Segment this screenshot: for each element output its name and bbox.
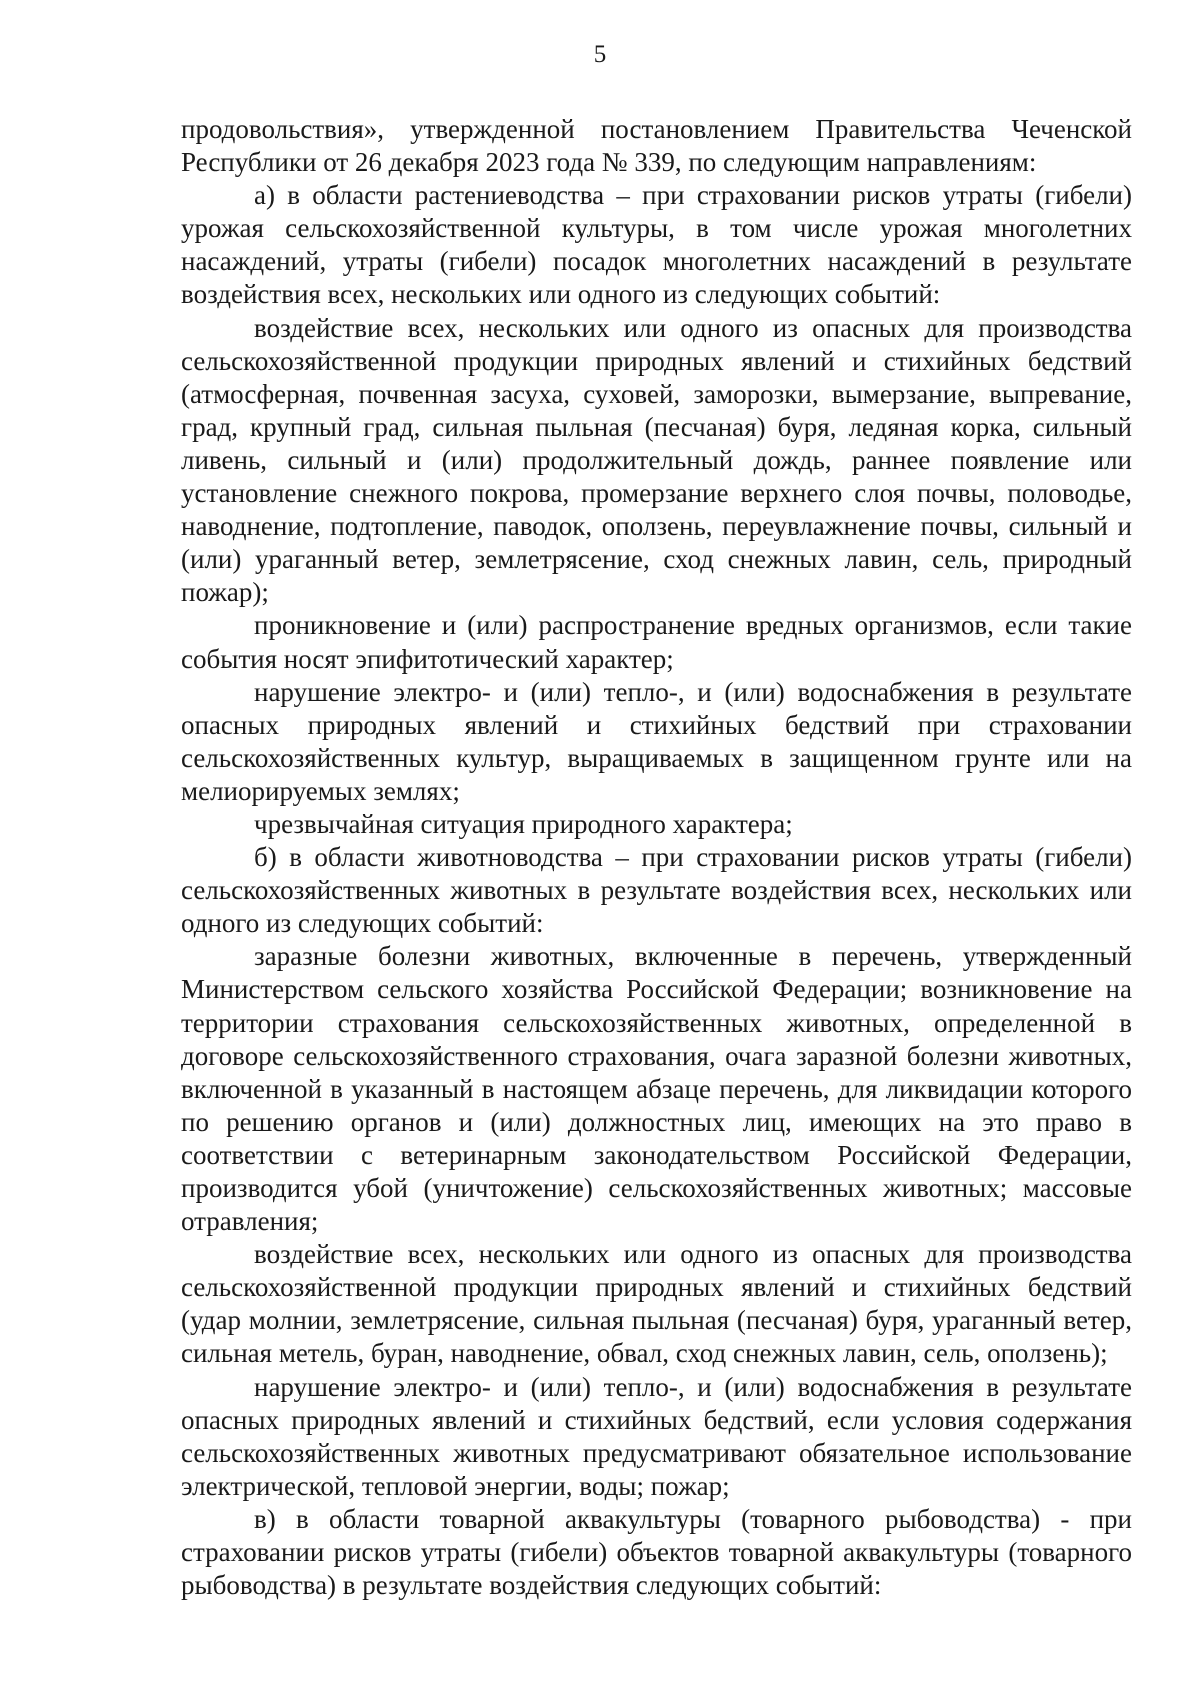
paragraph: проникновение и (или) распространение вредных организмов, если такие события носят эпифитотический характер; (181, 610, 1132, 674)
paragraph: нарушение электро- и (или) тепло-, и (или) водоснабжения в результате опасных природных явлений и стихийных бедствий при страховании сельскохозяйственных культур, выращиваемых в защищенном грунте или на мелиорируемых землях; (181, 676, 1132, 806)
paragraph: воздействие всех, нескольких или одного из опасных для производства сельскохозяйственной продукции природных явлений и стихийных бедствий (атмосферная, почвенная засуха, суховей, заморозки, вымерзание, выпревание, град, крупный град, сильная пыльная (песчаная) буря, ледяная корка, сильный ливень, сильный и (или) продолжительный дождь, раннее появление или установление снежного покрова, промерзание верхнего слоя почвы, половодье, наводнение, подтопление, паводок, оползень, переувлажнение почвы, сильный и (или) ураганный ветер, землетрясение, сход снежных лавин, сель, природный пожар); (181, 312, 1132, 608)
paragraph: заразные болезни животных, включенные в перечень, утвержденный Министерством сельского хозяйства Российской Федерации; возникновение на территории страхования сельскохозяйственных животных, определенной в договоре сельскохозяйственного страхования, очага заразной болезни животных, включенной в указанный в настоящем абзаце перечень, для ликвидации которого по решению органов и (или) должностных лиц, имеющих на это право в соответствии с ветеринарным законодательством Российской Федерации, производится убой (уничтожение) сельскохозяйственных животных; массовые отравления; (181, 941, 1132, 1237)
paragraph: воздействие всех, нескольких или одного из опасных для производства сельскохозяйственной продукции природных явлений и стихийных бедствий (удар молнии, землетрясение, сильная пыльная (песчаная) буря, ураганный ветер, сильная метель, буран, наводнение, обвал, сход снежных лавин, сель, оползень); (181, 1239, 1132, 1369)
paragraph: нарушение электро- и (или) тепло-, и (или) водоснабжения в результате опасных природных явлений и стихийных бедствий, если условия содержания сельскохозяйственных животных предусматривают обязательное использование электрической, тепловой энергии, воды; пожар; (181, 1371, 1132, 1501)
document-body (181, 113, 1132, 1602)
paragraph-crop-production: а) в области растениеводства – при страховании рисков утраты (гибели) урожая сельскохозяйственной культуры, в том числе урожая многолетних насаждений, утраты (гибели) посадок многолетних насаждений в результате воздействия всех, нескольких или одного из следующих событий: (181, 180, 1132, 310)
paragraph-livestock: б) в области животноводства – при страховании рисков утраты (гибели) сельскохозяйственных животных в результате воздействия всех, нескольких или одного из следующих событий: (181, 842, 1132, 939)
paragraph: чрезвычайная ситуация природного характера; (254, 808, 793, 839)
paragraph-aquaculture: в) в области товарной аквакультуры (товарного рыбоводства) - при страховании рисков утраты (гибели) объектов товарной аквакультуры (товарного рыбоводства) в результате воздействия следующих событий: (181, 1503, 1132, 1601)
paragraph: продовольствия», утвержденной постановлением Правительства Чеченской Республики от 26 декабря 2023 года № 339, по следующим направлениям: (181, 114, 1132, 178)
page-number: 5 (593, 41, 607, 68)
